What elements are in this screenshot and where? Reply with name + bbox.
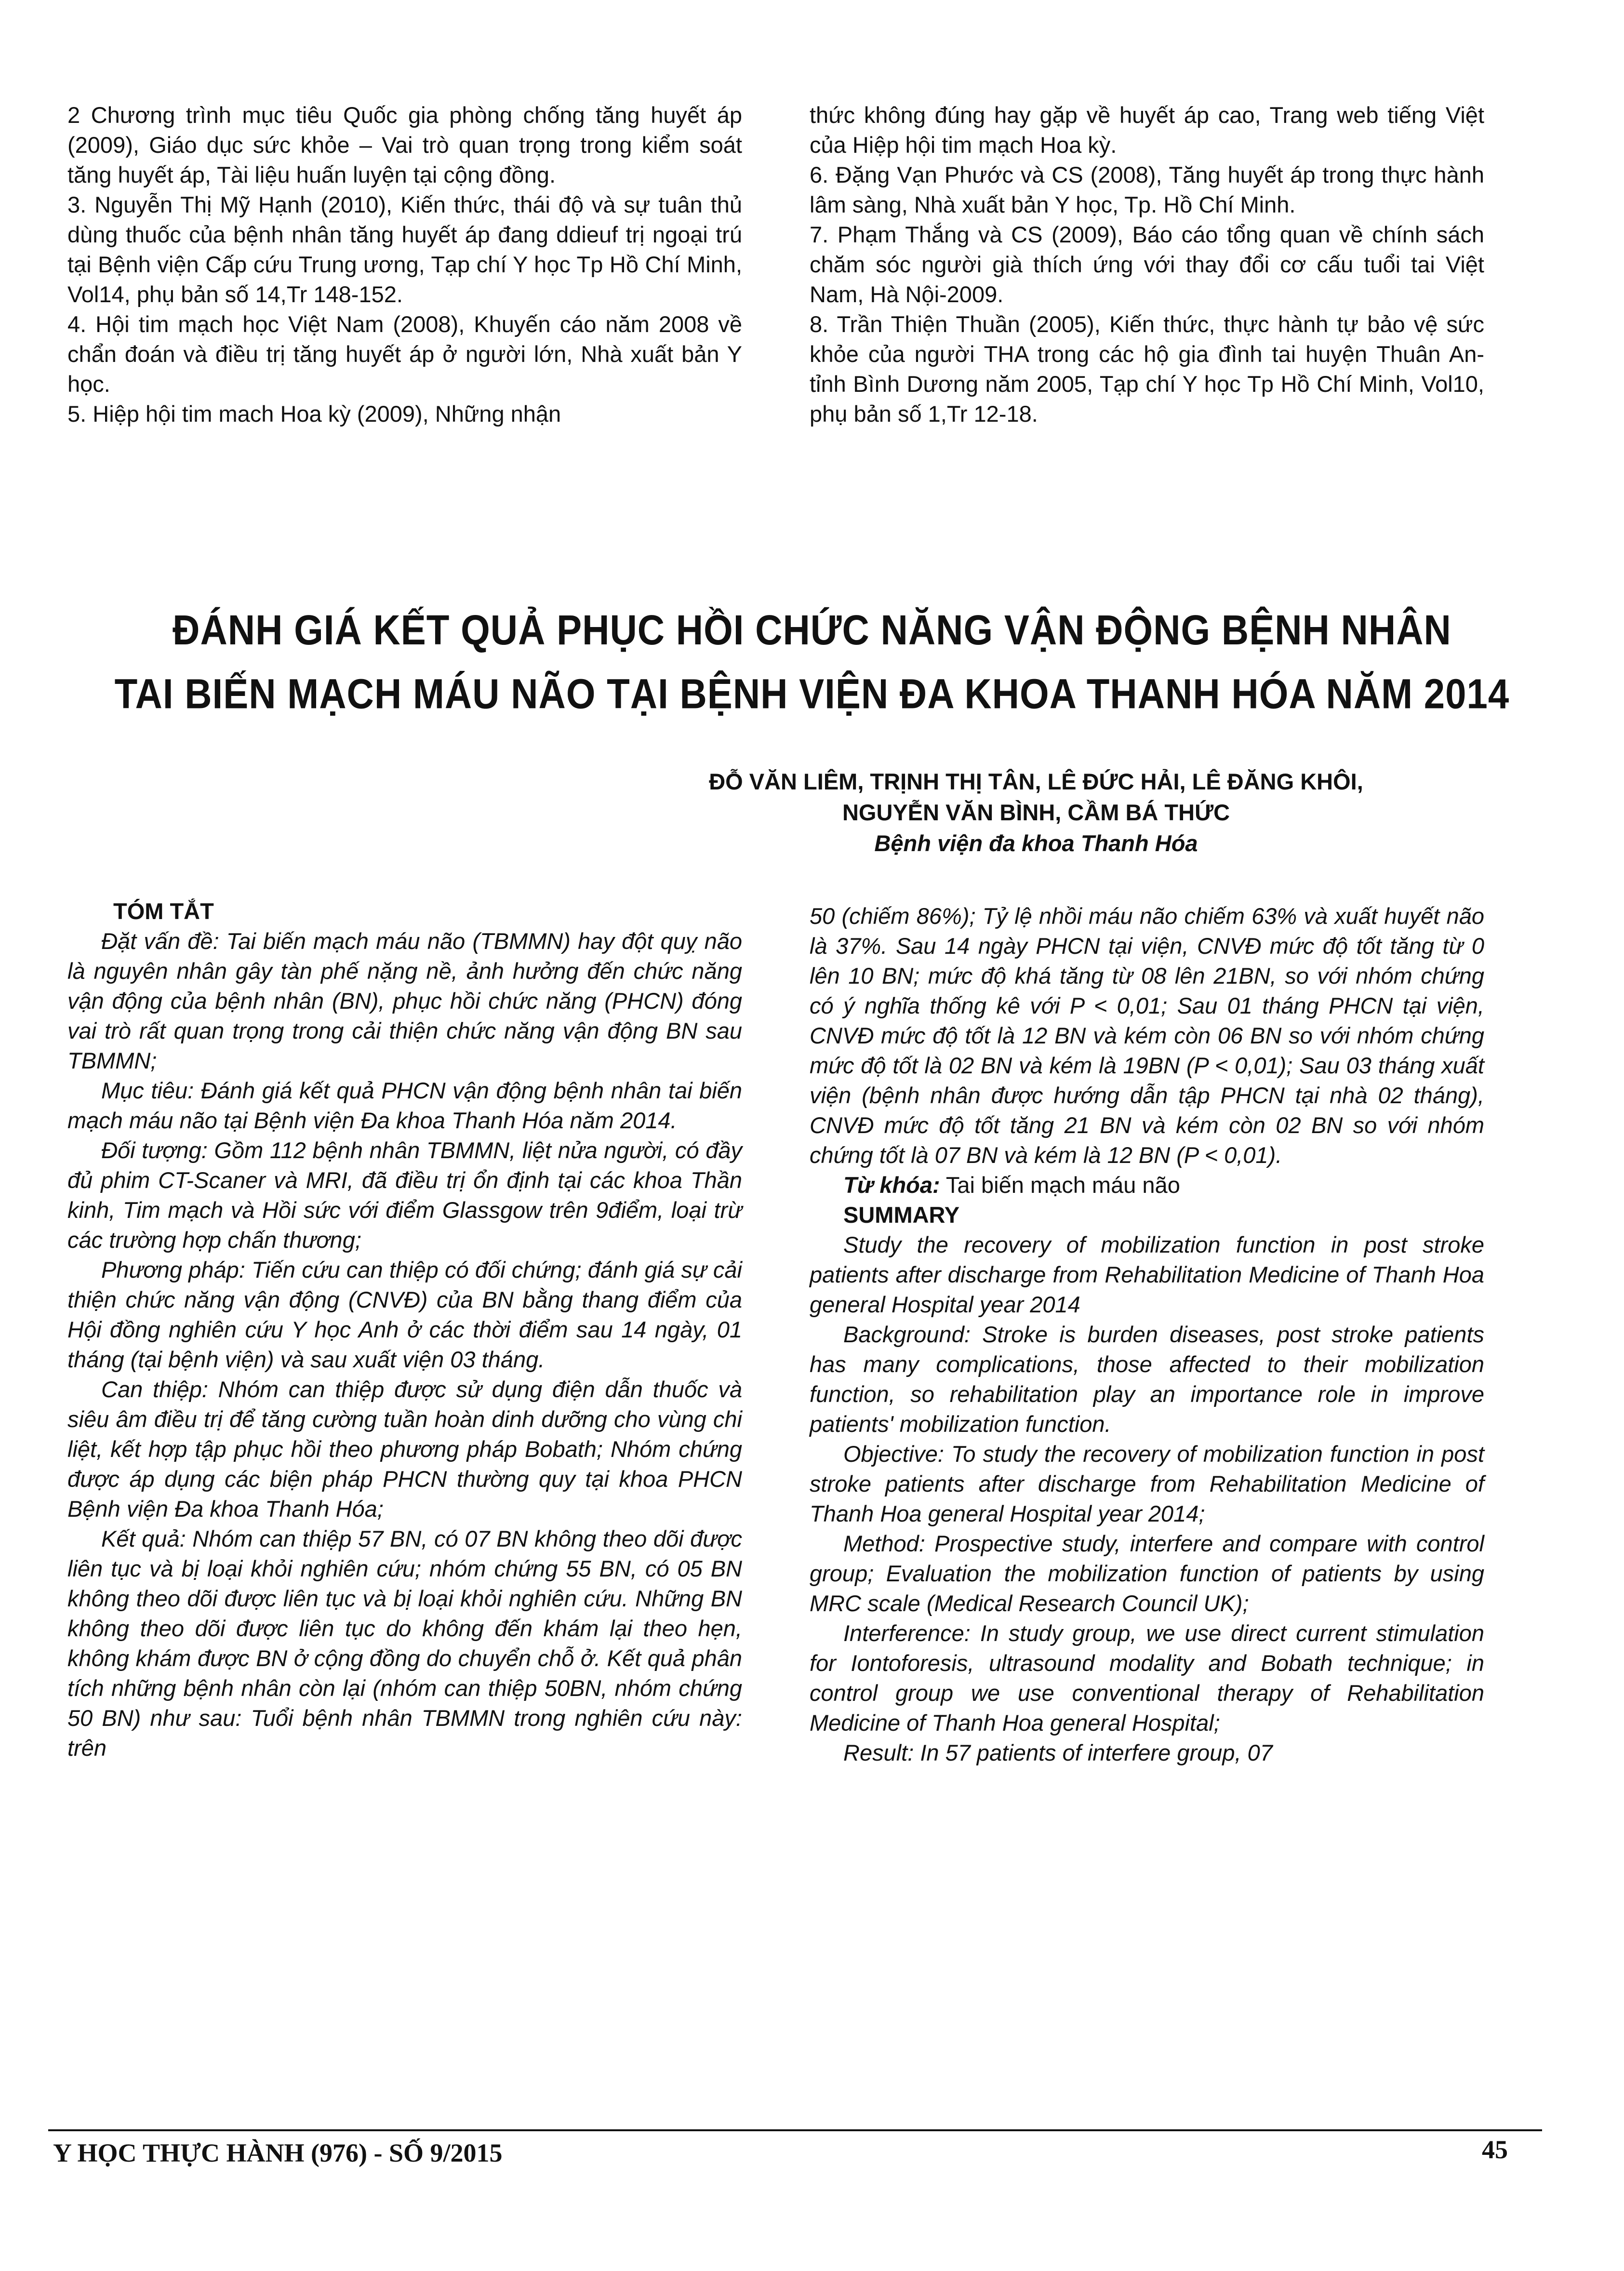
summary-paragraph: Interference: In study group, we use direct current stimulation for Iontoforesis, ultrasound modality and Bobath technique; in control group we use conventional therapy of Rehabilitation Medicine of Thanh Hoa general Hospital; [810,1620,1484,1736]
abstract-paragraph: Đối tượng: Gồm 112 bệnh nhân TBMMN, liệt nửa người, có đầy đủ phim CT-Scaner và MRI, đã điều trị ổn định tại các khoa Thần kinh, Tim mạch và Hồi sức với điểm Glassgow trên 9điểm, loại trừ các trường hợp chấn thương; [67,1137,742,1253]
article-title-line-1: ĐÁNH GIÁ KẾT QUẢ PHỤC HỒI CHỨC NĂNG VẬN ĐỘNG BỆNH NHÂN [173,606,1451,654]
summary-paragraph: Objective: To study the recovery of mobilization function in post stroke patients after discharge from Rehabilitation Medicine of Thanh Hoa general Hospital year 2014; [810,1441,1484,1526]
keywords-line [810,1170,1484,1200]
summary-heading: SUMMARY [843,1202,960,1228]
authors-line-1: ĐỖ VĂN LIÊM, TRỊNH THỊ TÂN, LÊ ĐỨC HẢI, LÊ ĐĂNG KHÔI, [709,769,1363,794]
reference-item: 4. Hội tim mạch học Việt Nam (2008), Khuyến cáo năm 2008 về chẩn đoán và điều trị tăng huyết áp ở người lớn, Nhà xuất bản Y học. [67,311,742,397]
keywords-label: Từ khóa: [843,1172,940,1198]
abstract-paragraph: Can thiệp: Nhóm can thiệp được sử dụng điện dẫn thuốc và siêu âm điều trị để tăng cường tuần hoàn dinh dưỡng cho vùng chi liệt, kết hợp tập phục hồi theo phương pháp Bobath; Nhóm chứng được áp dụng các biện pháp PHCN thường quy tại khoa PHCN Bệnh viện Đa khoa Thanh Hóa; [67,1376,742,1522]
reference-item: 8. Trần Thiện Thuần (2005), Kiến thức, thực hành tự bảo vệ sức khỏe của người THA trong các hộ gia đình tai huyện Thuân An- tỉnh Bình Dương năm 2005, Tạp chí Y học Tp Hồ Chí Minh, Vol10, phụ bản số 1,Tr 12-18. [810,311,1484,427]
reference-item: 2 Chương trình mục tiêu Quốc gia phòng chống tăng huyết áp (2009), Giáo dục sức khỏe – Vai trò quan trọng trong kiểm soát tăng huyết áp, Tài liệu huấn luyện tại cộng đồng. [67,102,742,187]
reference-item: 6. Đặng Vạn Phước và CS (2008), Tăng huyết áp trong thực hành lâm sàng, Nhà xuất bản Y học, Tp. Hồ Chí Minh. [810,162,1484,217]
reference-item: 7. Phạm Thắng và CS (2009), Báo cáo tổng quan về chính sách chăm sóc người già thích ứng với thay đổi cơ cấu tuổi tai Việt Nam, Hà Nội-2009. [810,222,1484,307]
summary-paragraph: Background: Stroke is burden diseases, post stroke patients has many complications, those affected to their mobilization function, so rehabilitation play an importance role in improve patients' mobilization function. [810,1322,1484,1437]
page-number: 45 [1482,2135,1508,2164]
authors-line-2: NGUYỄN VĂN BÌNH, CẦM BÁ THỨC [842,800,1230,825]
summary-paragraph: Method: Prospective study, interfere and compare with control group; Evaluation the mobilization function of patients by using MRC scale (Medical Research Council UK); [810,1531,1484,1616]
references-left-column [67,100,742,429]
summary-title: Study the recovery of mobilization function in post stroke patients after discharge from Rehabilitation Medicine of Thanh Hoa general Hospital year 2014 [810,1232,1484,1317]
abstract-paragraph: Phương pháp: Tiến cứu can thiệp có đối chứng; đánh giá sự cải thiện chức năng vận động (CNVĐ) của BN bằng thang điểm của Hội đồng nghiên cứu Y học Anh ở các thời điểm sau 14 ngày, 01 tháng (tại bệnh viện) và sau xuất viện 03 tháng. [67,1257,742,1372]
keywords-text: Tai biến mạch máu não [945,1172,1180,1198]
article-title [0,598,1624,725]
author-block [578,766,1494,859]
abstract-heading: TÓM TẮT [113,898,214,924]
reference-item: 3. Nguyễn Thị Mỹ Hạnh (2010), Kiến thức, thái độ và sự tuân thủ dùng thuốc của bệnh nhân tăng huyết áp đang ddieuf trị ngoại trú tại Bệnh viện Cấp cứu Trung ương, Tạp chí Y học Tp Hồ Chí Minh, Vol14, phụ bản số 14,Tr 148-152. [67,192,742,307]
abstract-paragraph: 50 (chiếm 86%); Tỷ lệ nhồi máu não chiếm 63% và xuất huyết não là 37%. Sau 14 ngày PHCN tại viện, CNVĐ mức độ tốt tăng từ 0 lên 10 BN; mức độ khá tăng từ 08 lên 21BN, so với nhóm chứng có ý nghĩa thống kê với P < 0,01; Sau 01 tháng PHCN tại viện, CNVĐ mức độ tốt là 12 BN và kém còn 06 BN so với nhóm chứng mức độ tốt là 02 BN và kém là 19BN (P < 0,01); Sau 03 tháng xuất viện (bệnh nhân được hướng dẫn tập PHCN tại nhà 02 tháng), CNVĐ mức độ tốt tăng 21 BN và kém còn 02 BN so với nhóm chứng tốt là 07 BN và kém là 12 BN (P < 0,01). [810,903,1484,1168]
abstract-left-column [67,896,742,1763]
abstract-paragraph: Mục tiêu: Đánh giá kết quả PHCN vận động bệnh nhân tai biến mạch máu não tại Bệnh viện Đa khoa Thanh Hóa năm 2014. [67,1078,742,1133]
reference-item: 5. Hiệp hội tim mach Hoa kỳ (2009), Những nhận [67,401,561,427]
footer-rule [48,2129,1542,2131]
reference-item: thức không đúng hay gặp về huyết áp cao, Trang web tiếng Việt của Hiệp hội tim mạch Hoa kỳ. [810,102,1484,158]
article-title-line-2: TAI BIẾN MẠCH MÁU NÃO TẠI BỆNH VIỆN ĐA KHOA THANH HÓA NĂM 2014 [114,669,1510,718]
summary-paragraph: Result: In 57 patients of interfere group, 07 [843,1740,1273,1765]
abstract-paragraph: Đặt vấn đề: Tai biến mạch máu não (TBMMN) hay đột quỵ não là nguyên nhân gây tàn phế nặng nề, ảnh hưởng đến chức năng vận động của bệnh nhân (BN), phục hồi chức năng (PHCN) đóng vai trò rất quan trọng trong cải thiện chức năng vận động BN sau TBMMN; [67,928,742,1073]
abstract-paragraph: Kết quả: Nhóm can thiệp 57 BN, có 07 BN không theo dõi được liên tục và bị loại khỏi nghiên cứu; nhóm chứng 55 BN, có 05 BN không theo dõi được liên tục và bị loại khỏi nghiên cứu. Những BN không theo dõi được liên tục do không đến khám lại theo hẹn, không khám được BN ở cộng đồng do chuyển chỗ ở. Kết quả phân tích những bệnh nhân còn lại (nhóm can thiệp 50BN, nhóm chứng 50 BN) như sau: Tuổi bệnh nhân TBMMN trong nghiên cứu này: trên [67,1526,742,1761]
references-right-column [810,100,1484,429]
abstract-right-column [810,901,1484,1768]
affiliation: Bệnh viện đa khoa Thanh Hóa [874,830,1198,856]
journal-name: Y HỌC THỰC HÀNH (976) - SỐ 9/2015 [53,2138,503,2167]
